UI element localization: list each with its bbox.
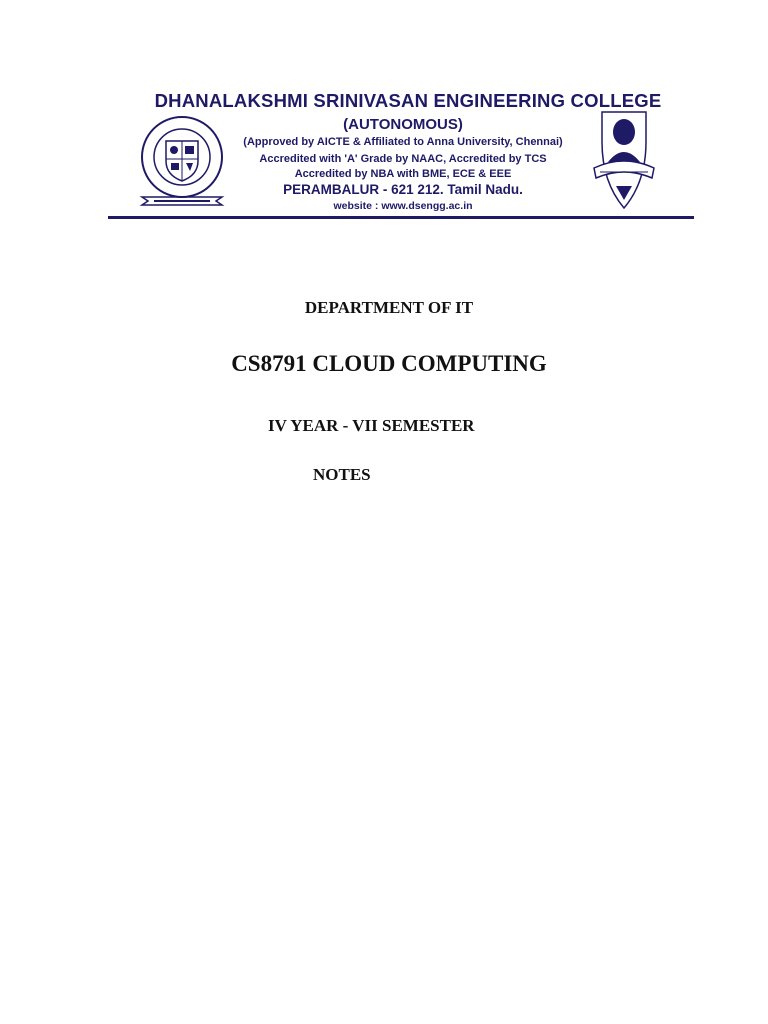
department-title: DEPARTMENT OF IT: [304, 298, 474, 317]
college-address: PERAMBALUR - 621 212. Tamil Nadu.: [283, 182, 523, 197]
header-divider: [108, 216, 694, 219]
course-title: CS8791 CLOUD COMPUTING: [231, 351, 547, 376]
year-semester: IV YEAR - VII SEMESTER: [268, 416, 475, 435]
letterhead: [108, 86, 694, 222]
nba-accreditation-text: Accredited by NBA with BME, ECE & EEE: [294, 168, 512, 180]
notes-label: NOTES: [313, 465, 371, 484]
founder-portrait-logo: [588, 108, 660, 212]
college-name: DHANALAKSHMI SRINIVASAN ENGINEERING COLLEGE: [154, 90, 662, 111]
approval-text: (Approved by AICTE & Affiliated to Anna University, Chennai): [243, 136, 563, 148]
college-website: website : www.dsengg.ac.in: [333, 200, 473, 212]
autonomous-label: (AUTONOMOUS): [343, 116, 463, 133]
naac-accreditation-text: Accredited with 'A' Grade by NAAC, Accredited by TCS: [259, 153, 547, 165]
